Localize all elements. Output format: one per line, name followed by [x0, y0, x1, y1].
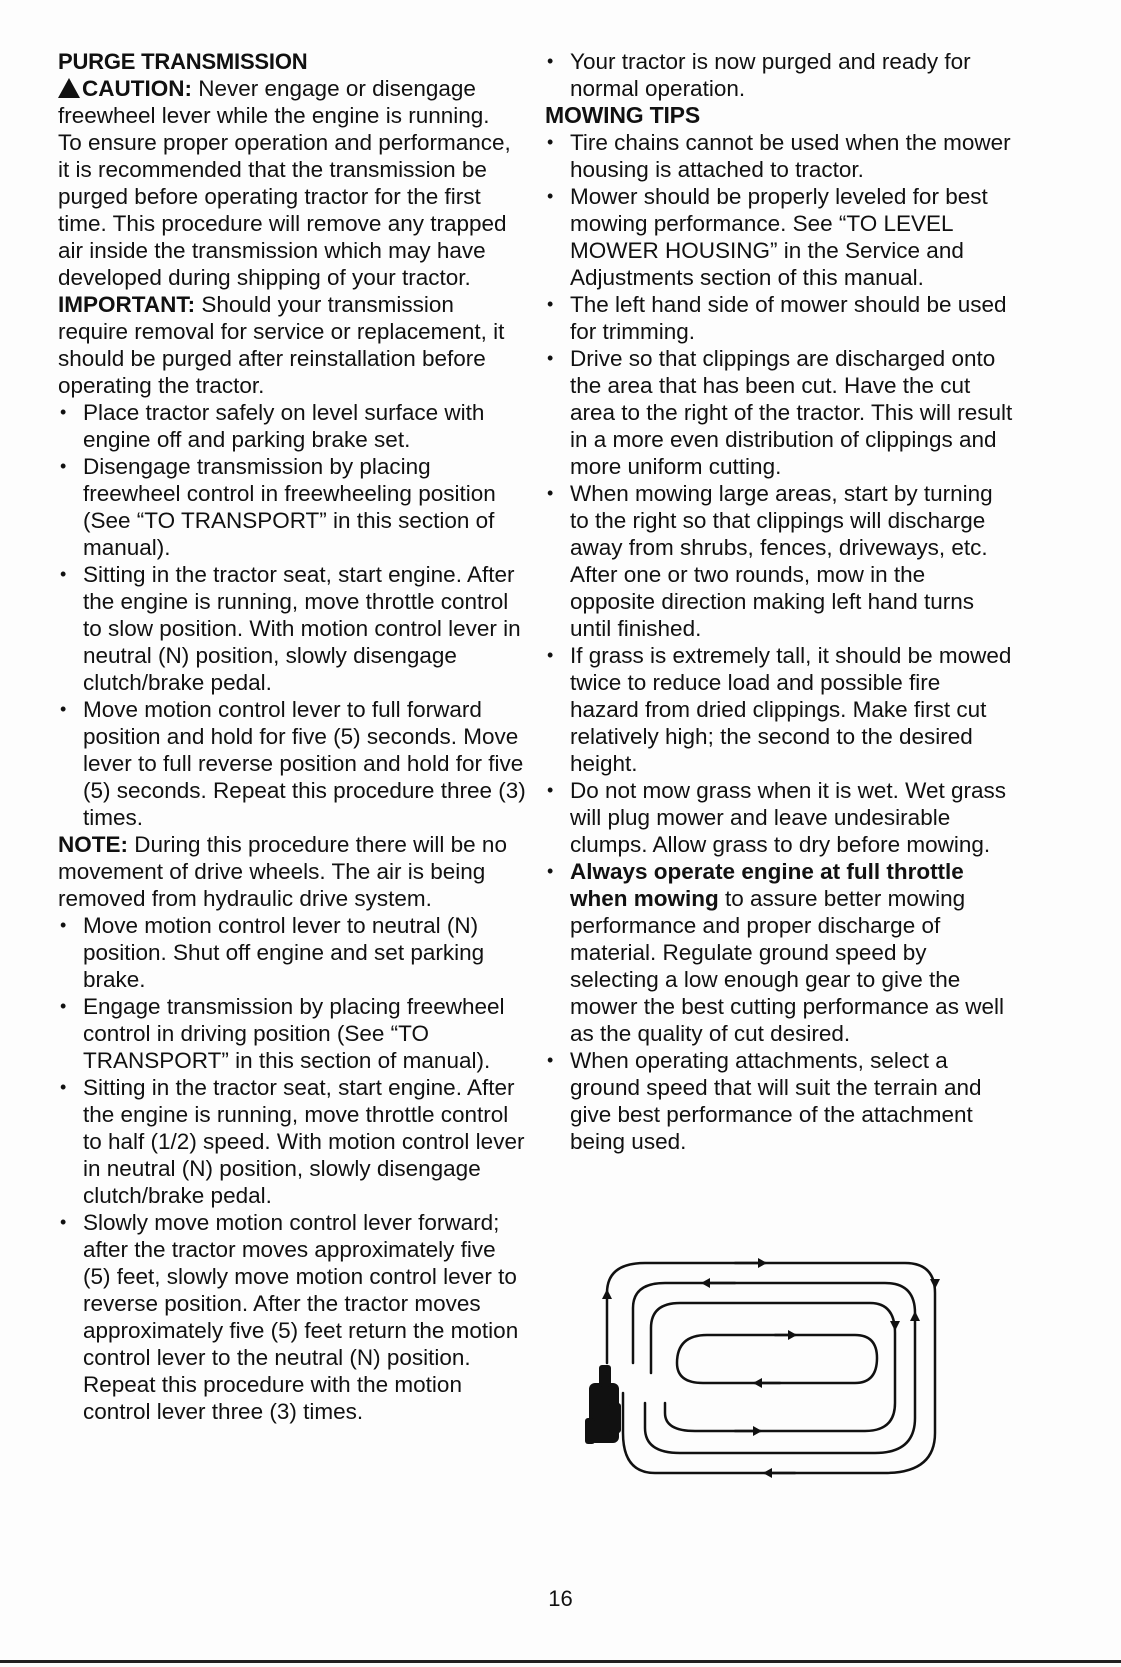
list-item: • If grass is extremely tall, it should be mowed twice to reduce load and possible fire hazard from dried clippings. Make first cut relatively high; the second to the desired height. [545, 642, 1015, 777]
purge-final-list [545, 48, 1015, 102]
caution-paragraph [58, 75, 528, 129]
important-label: IMPORTANT: [58, 292, 196, 317]
mowing-pattern-diagram [585, 1253, 965, 1481]
note-paragraph [58, 831, 528, 912]
note-text: During this procedure there will be no movement of drive wheels. The air is being removed from hydraulic drive system. [58, 832, 507, 911]
tractor-icon [585, 1365, 621, 1444]
intro-paragraph: To ensure proper operation and performance, it is recommended that the transmission be purged before operating tractor for the first time. This procedure will remove any trapped air inside the transmission which may have developed during shipping of your tractor. [58, 130, 511, 290]
list-item: • When mowing large areas, start by turning to the right so that clippings will discharge away from shrubs, fences, driveways, etc. After one or two rounds, mow in the opposite direction making left hand turns until finished. [545, 480, 1015, 642]
caution-label: CAUTION: [82, 76, 192, 101]
right-column [545, 48, 1015, 1155]
mowing-path-inner [677, 1335, 877, 1383]
list-item: • Sitting in the tractor seat, start engine. After the engine is running, move throttle control to slow position. With motion control lever in neutral (N) position, slowly disengage clutch/brake pedal. [58, 561, 528, 696]
important-text: Should your transmission require removal for service or replacement, it should be purged after reinstallation before operating the tractor. [58, 292, 505, 398]
left-column [58, 48, 528, 1425]
list-item: • The left hand side of mower should be used for trimming. [545, 291, 1015, 345]
mowing-tips-list [545, 129, 1015, 1155]
list-item: • Drive so that clippings are discharged onto the area that has been cut. Have the cut area to the right of the tractor. This will result in a more even distribution of clippings and more uniform cutting. [545, 345, 1015, 480]
list-item [545, 858, 1015, 1047]
mowing-path-third [651, 1303, 895, 1431]
page-number: 16 [548, 1586, 573, 1611]
list-item: • Slowly move motion control lever forward; after the tractor moves approximately five (5) feet, slowly move motion control lever to reverse position. After the tractor moves approximately five (5) feet return the motion control lever to the neutral (N) position. Repeat this procedure with the motion control lever three (3) times. [58, 1209, 528, 1425]
warning-triangle-icon [58, 78, 80, 98]
mowing-tips-heading: MOWING TIPS [545, 102, 700, 128]
list-item: • Sitting in the tractor seat, start engine. After the engine is running, move throttle control to half (1/2) speed. With motion control lever in neutral (N) position, slowly disengage clutch/brake pedal. [58, 1074, 528, 1209]
list-item: • Mower should be properly leveled for best mowing performance. See “TO LEVEL MOWER HOUSING” in the Service and Adjustments section of this manual. [545, 183, 1015, 291]
list-item: • Disengage transmission by placing freewheel control in freewheeling position (See “TO TRANSPORT” in this section of manual). [58, 453, 528, 561]
list-item: • Move motion control lever to full forward position and hold for five (5) seconds. Move lever to full reverse position and hold for five (5) seconds. Repeat this procedure three (3) times. [58, 696, 528, 831]
caution-text: Never engage or disengage freewheel lever while the engine is running. [58, 76, 490, 128]
note-label: NOTE: [58, 832, 128, 857]
list-item: • Tire chains cannot be used when the mower housing is attached to tractor. [545, 129, 1015, 183]
list-item: • Your tractor is now purged and ready for normal operation. [545, 48, 1015, 102]
list-item: • When operating attachments, select a ground speed that will suit the terrain and give best performance of the attachment being used. [545, 1047, 1015, 1155]
list-item: • Place tractor safely on level surface with engine off and parking brake set. [58, 399, 528, 453]
list-item: • Do not mow grass when it is wet. Wet grass will plug mower and leave undesirable clumps. Allow grass to dry before mowing. [545, 777, 1015, 858]
throttle-bold-text: Always operate engine at full throttle when mowing [570, 859, 964, 911]
list-item: • Move motion control lever to neutral (N) position. Shut off engine and set parking brake. [58, 912, 528, 993]
mowing-path-outer [607, 1263, 935, 1473]
purge-steps-list-2 [58, 912, 528, 1425]
purge-steps-list-1 [58, 399, 528, 831]
throttle-rest-text: to assure better mowing performance and proper discharge of material. Regulate ground speed by selecting a low enough gear to give the mower the best cutting performance as well as the quality of cut desired. [570, 886, 1004, 1046]
bottom-rule [0, 1660, 1121, 1663]
list-item: • Engage transmission by placing freewheel control in driving position (See “TO TRANSPORT” in this section of manual). [58, 993, 528, 1074]
purge-transmission-heading: PURGE TRANSMISSION [58, 49, 308, 74]
important-paragraph [58, 291, 528, 399]
